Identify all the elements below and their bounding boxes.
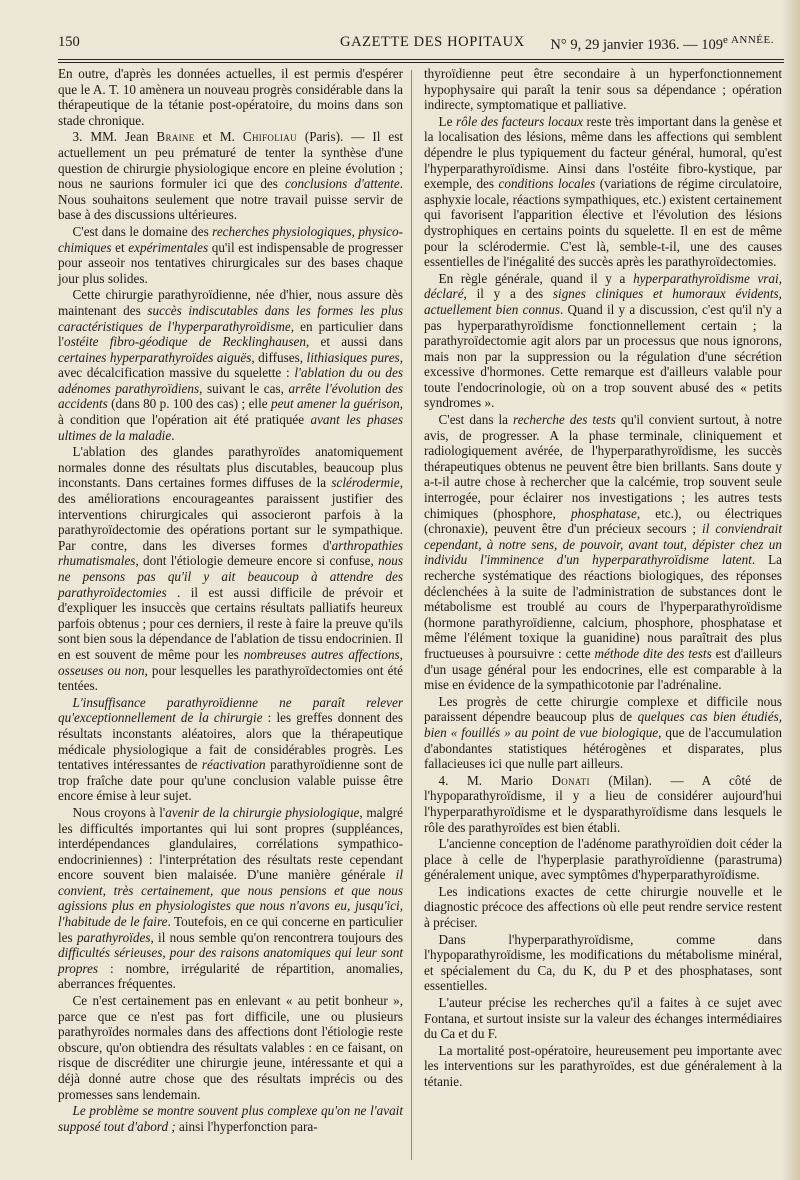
text-run: , et aussi dans	[305, 334, 403, 350]
text-run: , diffuses,	[251, 349, 307, 365]
text-run: : les greffes donnent des résultats inconstants aléatoires, alors que la thérapeutique médicale physiologique a fait de considérables progrès. Les tentatives intéressantes de	[58, 710, 404, 773]
text-run: , il y a des	[463, 286, 553, 302]
author-name: Braine	[156, 129, 195, 145]
text-run: (Paris). — Il est actuellement un peu prématuré de tenter la synthèse d'une question de chirurgie physiologique encore en pleine évolution ; nous ne saurions formuler ici que des	[58, 129, 404, 192]
text-run: Les progrès de cette chirurgie complexe et difficile nous paraissent dépendre beaucoup plus de	[424, 693, 782, 725]
right-column-paragraph	[424, 1043, 782, 1090]
left-column-paragraph	[58, 224, 403, 286]
left-column-paragraph	[58, 66, 403, 128]
text-run: parathyroïdienne sont de trop fraîche date pour qu'une conclusion valable puisse être encore émise à leur sujet.	[58, 757, 403, 804]
text-run: La mortalité post-opératoire, heureusement peu importante avec les interventions sur les parathyroïdes, est due généralement à la tétanie.	[424, 1042, 782, 1089]
text-run: , malgré les difficultés importantes qui lui sont propres (suppléances, interdépendances glandulaires, corrélations sympathico-endocriniennes) : l'interprétation des résultats reste cependant encore souvent bien malaisée. D'une manière générale	[58, 804, 403, 883]
text-run: 4. M. Mario	[438, 772, 552, 788]
italic-text: il convient, très certainement, que nous pensions et que nous agissions plus en physiologistes que nous n'avons eu, jusqu'ici, l'habitude de le faire	[58, 867, 403, 930]
right-column-paragraph	[424, 995, 782, 1042]
italic-text: recherches physiologiques, physico-chimiques	[58, 223, 403, 255]
header-rule-thin	[58, 62, 784, 63]
text-run: Ce n'est certainement pas en enlevant « au petit bonheur », parce que ce n'est pas fort difficile, une ou plusieurs parathyroïdes normales dans des affections dont l'étiologie reste obscure, qu'on obtiendra des résultats valables : en ce faisant, on risque de discréditer une chirurgie jeune, intéressante et qui a déjà donné autre chose que des résultats imprécis ou des promesses sans lendemain.	[58, 993, 403, 1102]
text-run: L'ablation des glandes parathyroïdes anatomiquement normales donne des résultats plus discutables, beaucoup plus inconstants. Dans certaines formes diffuses de la	[58, 444, 403, 491]
italic-text: succès indiscutables dans les formes les plus caractéristiques de l'hyperparathyroïdisme	[58, 302, 404, 334]
author-name: Donati	[551, 772, 590, 788]
italic-text: avenir de la chirurgie physiologique	[165, 804, 360, 820]
page-number: 150	[58, 34, 80, 50]
right-column-paragraph	[424, 412, 782, 693]
left-column-paragraph	[58, 695, 403, 804]
author-name: Chifoliau	[242, 129, 297, 145]
text-run: , avec décalcification massive du squelette :	[58, 349, 403, 381]
left-column-paragraph	[58, 805, 403, 992]
italic-text: avant les phases ultimes de la maladie	[58, 412, 403, 443]
italic-text: quelques cas bien étudiés, bien « fouillés » au point de vue biologique	[424, 709, 782, 740]
text-run: , à condition que l'opération ait été pratiquée	[58, 396, 404, 428]
left-column-paragraph	[58, 129, 403, 223]
text-run: L'auteur précise les recherches qu'il a faites à ce sujet avec Fontana, et surtout insiste sur la valeur des échanges intermédiaires du Ca et du F.	[424, 995, 782, 1042]
right-column-paragraph	[424, 114, 782, 270]
italic-text: L'insuffisance parathyroïdienne ne paraît relever qu'exceptionnellement de la chirurgie	[58, 694, 403, 726]
italic-text: l'ablation du ou des adénomes parathyroïdiens	[58, 365, 403, 396]
italic-text: difficultés sérieuses, pour des raisons anatomiques qui leur sont propres	[58, 945, 403, 976]
italic-text: peut amener la guérison	[270, 396, 400, 412]
right-column-paragraph	[424, 66, 782, 113]
right-column-paragraph	[424, 694, 782, 772]
text-run: et M.	[194, 129, 243, 145]
text-run: . La recherche systématique des réactions biologiques, des réponses déclenchées à la suite de l'administration de substances dont le métabolisme est troublé au cours de l'hyperparathyroïdisme (hormone parathyroïdienne, calcium, phosphore, phosphatase et même l'élément toxique la guanidine) nous paraîtrait des plus fructueuses à poursuivre : cette	[424, 552, 782, 661]
italic-text: arrête l'évolution des accidents	[58, 380, 403, 412]
italic-text: conclusions d'attente	[285, 176, 400, 192]
italic-text: ostéite fibro-géodique de Recklinghausen	[64, 334, 306, 350]
text-run: En outre, d'après les données actuelles, il est permis d'espérer que le A. T. 10 amènera un nouveau progrès considérable dans la thérapeutique de la tétanie post-opératoire, du moins dans son stade chronique.	[58, 66, 403, 128]
text-run: ainsi l'hyperfonction para-	[175, 1118, 318, 1134]
italic-text: Le problème se montre souvent plus complexe qu'on ne l'avait supposé tout d'abord ;	[58, 1103, 403, 1134]
text-run: Nous croyons à l'	[72, 804, 166, 820]
text-run: En règle générale, quand il y a	[438, 270, 634, 286]
text-run: : nombre, irrégularité de répartition, anomalies, aberrances fréquentes.	[58, 960, 403, 992]
italic-text: réactivation	[201, 757, 266, 773]
text-run: (variations de régime circulatoire, asphyxie locale, réactions sympathiques, etc.) existent certainement qui favorisent l'apparition élective et l'évolution des lésions dystrophiques en certains points du squelette. Il en est de même pour la sclérodermie. C'est là, semble-t-il, une des causes essentielles de l'inégalité des succès après les parathyroïdectomies.	[424, 176, 782, 270]
journal-title: GAZETTE DES HOPITAUX	[340, 34, 525, 50]
text-run: est d'ailleurs d'un usage général pour les endocrines, elle est comparable à la mise en évidence de la sympathicotonie par l'adrénaline.	[424, 645, 782, 693]
left-column-paragraph	[58, 287, 403, 443]
italic-text: expérimentales	[128, 239, 209, 255]
right-column	[424, 66, 782, 1090]
text-run: , pour lesquelles les parathyroïdectomies ont été tentées.	[58, 662, 403, 694]
italic-text: recherche des tests	[513, 412, 616, 428]
column-divider	[411, 70, 412, 1160]
italic-text: méthode dite des tests	[594, 645, 712, 661]
italic-text: conditions locales	[498, 176, 596, 192]
italic-text: phosphatase	[570, 505, 637, 521]
italic-text: sclérodermie	[331, 475, 400, 491]
text-run: Le	[438, 113, 456, 129]
header-rule-thick	[58, 59, 784, 60]
text-run: reste très important dans la genèse et la localisation des lésions, même dans les affections qui semblent dépendre le plus typiquement du facteur général, humoral, qu'est l'hyperparathyroïdisme. Ainsi dans l'ostéite fibro-kystique, par exemple, des	[424, 113, 782, 192]
text-run: , en particulier dans l'	[58, 318, 403, 350]
text-run: .	[171, 427, 175, 443]
text-run: qu'il est indispensable de progresser pour asseoir nos tentatives chirurgicales sur des bases chaque jour plus solides.	[58, 239, 403, 286]
text-run: et	[111, 239, 129, 255]
text-run: Les indications exactes de cette chirurgie nouvelle et le diagnostic précoce des affections où elle peut rendre service restent à préciser.	[424, 883, 782, 931]
text-run: , etc.), ou électriques (chronaxie), peuvent être d'un précieux secours ;	[424, 505, 782, 537]
issue-line	[550, 34, 774, 54]
text-run: . il est aussi difficile de prévoir et d'expliquer les insuccès que certains résultats palliatifs heureux parfois obtenus ; pour ces derniers, il reste à faire la preuve qu'ils sont bien sous la dépendance de l'ablation de tissu endocrinien. Il en est souvent de même pour les	[58, 584, 403, 662]
text-run: Cette chirurgie parathyroïdienne, née d'hier, nous assure dès maintenant des	[58, 287, 403, 318]
text-run: . Nous souhaitons seulement que notre travail puisse servir de base à des discussions ultérieures.	[58, 176, 403, 223]
italic-text: signes cliniques et humoraux évidents, actuellement bien connus	[424, 286, 782, 317]
text-run: , des améliorations encourageantes paraissent justifier des interventions chirurgicales qui associeront parfois à la parathyroïdectomie des opérations portant sur le sympathique. Par contre, dans les diverses formes d'	[58, 475, 403, 553]
text-run: (dans 80 p. 100 des cas) ; elle	[107, 396, 271, 412]
text-run: , dont l'étiologie demeure encore si confuse,	[135, 553, 379, 569]
year-suffix: e ANNÉE.	[722, 34, 774, 46]
italic-text: hyperparathyroïdisme vrai, déclaré	[424, 270, 782, 302]
right-column-paragraph	[424, 271, 782, 411]
text-run: . Quand il y a discussion, c'est qu'il n'y a pas hyperparathyroïdisme fonctionnellement certain ; la parathyroïdectomie agit alors par un processus que nous ignorons, mais non par la suppression ou la régulation d'une sécrétion excessive d'hormones. Cette remarque est d'ailleurs valable pour toute l'endocrinologie, où on a trop souvent abusé des « petits syndromes ».	[424, 301, 782, 411]
italic-text: parathyroïdes	[76, 929, 151, 945]
right-column-paragraph	[424, 836, 782, 883]
text-run: , que de l'accumulation d'abondantes statistiques hétérogènes et disparates, plus fallacieuses ici que nulle part ailleurs.	[424, 724, 782, 772]
left-column	[58, 66, 403, 1134]
page-edge-shadow	[782, 0, 800, 1180]
text-run: 3. MM. Jean	[72, 129, 157, 145]
left-column-paragraph	[58, 993, 403, 1102]
italic-text: arthropathies rhumatismales	[58, 537, 403, 569]
text-run: C'est dans la	[438, 412, 514, 428]
text-run: qu'il convient surtout, à notre avis, de progresser. A la phase terminale, cliniquement et radiologiquement avérée, de l'hyperparathyroïdisme, les succès thérapeutiques obtenus ne peuvent être bien brillants. Sans doute y a-t-il autre chose à rechercher que la calcémie, trop souvent seule interrogée, pour éclairer nos investigations ; les autres tests chimiques (phosphore,	[424, 412, 782, 521]
text-run: Dans l'hyperparathyroïdisme, comme dans l'hypoparathyroïdisme, les modifications du métabolisme minéral, et spécialement du Ca, du K, du P et des phosphatases, sont essentielles.	[424, 931, 782, 994]
text-run: . Toutefois, en ce qui concerne en particulier les	[58, 914, 403, 945]
right-column-paragraph	[424, 932, 782, 994]
italic-text: lithiasiques pures	[306, 349, 400, 365]
text-run: , il nous semble qu'on rencontrera toujours des	[150, 929, 404, 945]
issue-date: N° 9, 29 janvier 1936. — 109	[550, 36, 723, 53]
right-column-paragraph	[424, 884, 782, 931]
left-column-paragraph	[58, 444, 403, 694]
text-run: (Milan). — A côté de l'hypoparathyroïdisme, il y a lieu de considérer aujourd'hui l'hyperparathyroïdisme et le dysparathyroïdisme dans lesquels le rôle des parathyroïdes est bien établi.	[424, 772, 782, 835]
text-run: L'ancienne conception de l'adénome parathyroïdien doit céder la place à celle de l'hyperplasie parathyroïdienne (parastruma) généralement unique, avec symptômes d'hyperparathyroïdisme.	[424, 836, 782, 883]
running-header	[58, 34, 778, 58]
italic-text: rôle des facteurs locaux	[455, 113, 583, 129]
right-column-paragraph	[424, 773, 782, 835]
text-run: , suivant le cas,	[199, 380, 289, 396]
text-run: C'est dans le domaine des	[72, 223, 213, 239]
italic-text: certaines hyperparathyroïdes aiguës	[58, 349, 252, 365]
text-run: thyroïdienne peut être secondaire à un hyperfonctionnement hypophysaire qui paraît la tenir sous sa dépendance ; opération indirecte, symptomatique et palliative.	[424, 66, 782, 113]
italic-text: nombreuses autres affections, osseuses ou non	[58, 646, 403, 678]
italic-text: il conviendrait cependant, à notre sens, de pouvoir, avant tout, dépister chez un individu l'imminence d'un hyperparathyroïdisme latent	[424, 521, 782, 568]
left-column-paragraph	[58, 1103, 403, 1134]
italic-text: nous ne pensons pas qu'il y ait beaucoup à attendre des parathyroïdectomies	[58, 553, 403, 600]
